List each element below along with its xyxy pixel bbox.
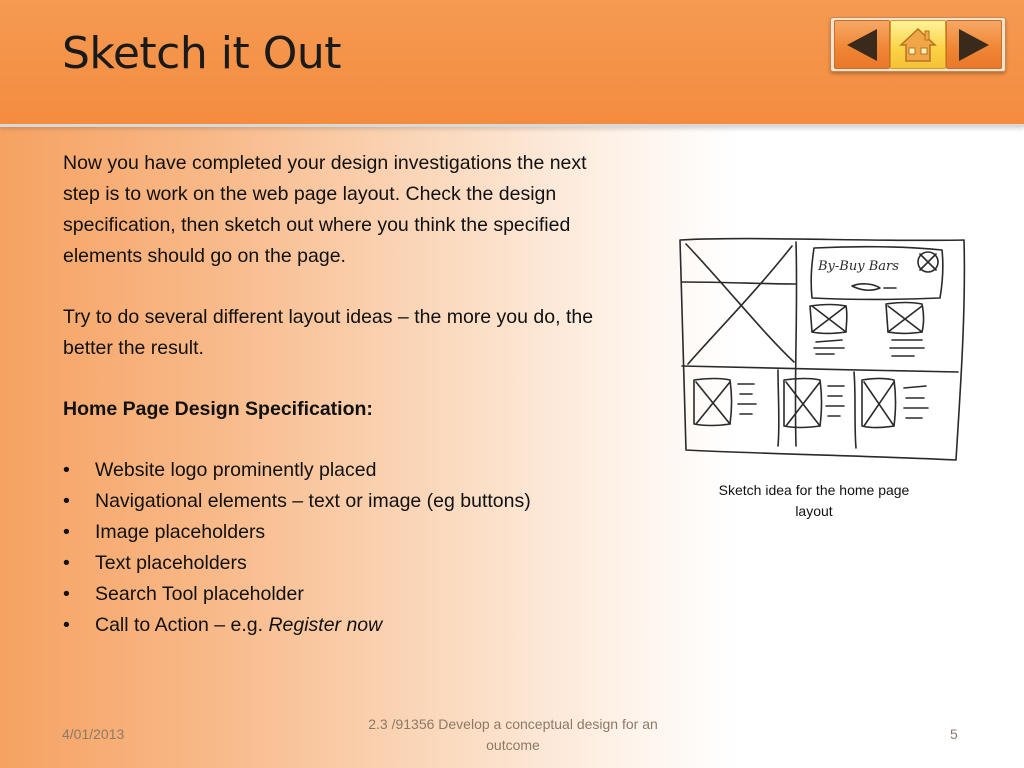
spec-item: • Image placeholders [63, 517, 603, 548]
spec-item: • Text placeholders [63, 548, 603, 579]
spec-item: • Navigational elements – text or image (eg buttons) [63, 486, 603, 517]
call-to-action-example: Register now [268, 614, 383, 636]
sketch-logo-text: By-Buy Bars [818, 259, 899, 274]
home-icon [898, 26, 938, 64]
next-arrow-icon [955, 27, 993, 63]
spec-item: • Search Tool placeholder [63, 579, 603, 610]
spec-item: • Call to Action – e.g. Register now [63, 610, 603, 641]
next-slide-button[interactable] [946, 20, 1002, 69]
intro-paragraph: Now you have completed your design investigations the next step is to work on the web page layout. Check the design specification, then sketch out where you think the specified elements should go on the page. [63, 152, 587, 267]
slide-body [63, 148, 603, 641]
slide-header [0, 0, 1024, 127]
footer-page-number: 5 [950, 726, 958, 742]
advice-paragraph: Try to do several different layout ideas – the more you do, the better the result. [63, 306, 594, 359]
home-button[interactable] [890, 20, 946, 69]
prev-arrow-icon [843, 27, 881, 63]
spec-list [63, 455, 603, 641]
spec-heading: Home Page Design Specification: [63, 398, 373, 420]
layout-sketch [674, 234, 970, 464]
footer-course: 2.3 /91356 Develop a conceptual design for an outcome [368, 716, 658, 753]
previous-slide-button[interactable] [834, 20, 890, 69]
footer-date: 4/01/2013 [62, 726, 125, 742]
spec-item: • Website logo prominently placed [63, 455, 603, 486]
slide-title: Sketch it Out [62, 28, 341, 79]
sketch-caption: Sketch idea for the home page layout [718, 482, 910, 519]
slide-navigation [830, 17, 1006, 72]
